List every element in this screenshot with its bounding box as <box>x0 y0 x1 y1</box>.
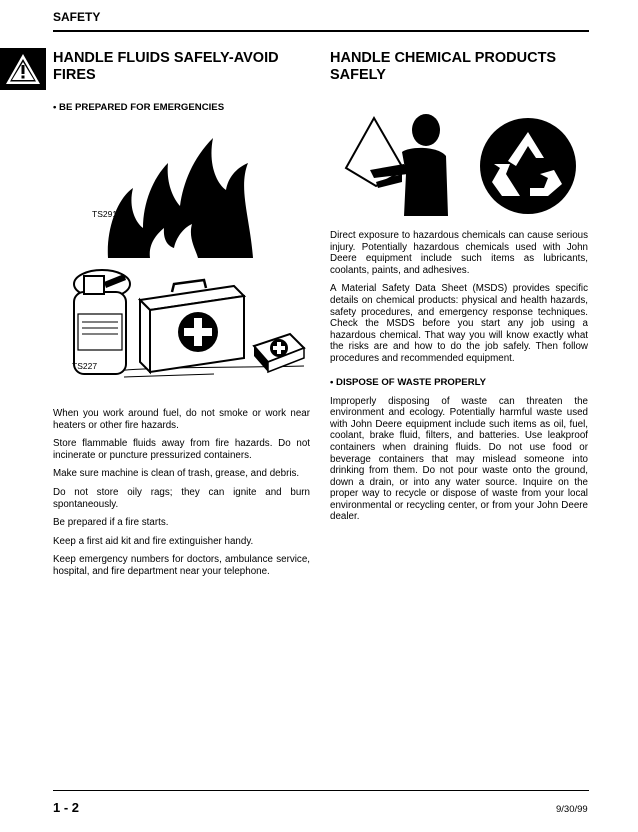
chemical-body-text <box>330 230 588 530</box>
fires-paragraph: When you work around fuel, do not smoke or work near heaters or other fire hazards. <box>53 408 310 431</box>
emergencies-bullet: • BE PREPARED FOR EMERGENCIES <box>53 102 225 113</box>
revision-date: 9/30/99 <box>556 804 588 815</box>
fires-paragraph: Keep a first aid kit and fire extinguisher handy. <box>53 535 254 547</box>
footer-rule <box>53 790 589 791</box>
fires-body-text <box>53 408 310 585</box>
chemical-illustration <box>340 112 580 222</box>
header-rule <box>53 30 589 32</box>
dispose-waste-bullet: • DISPOSE OF WASTE PROPERLY <box>330 376 487 388</box>
warning-tab <box>0 48 46 90</box>
fires-paragraph: Keep emergency numbers for doctors, ambulance service, hospital, and fire department near your telephone. <box>53 554 310 577</box>
fire-illustration <box>88 128 253 258</box>
waste-paragraph: Improperly disposing of waste can threaten the environment and ecology. Potentially harmful waste used with John Deere equipment include such items as oil, fuel, coolant, brake fluid, filters, and batteries. Use leakproof containers when draining fluids. Do not use food or beverage containers that may mislead someone into drinking from them. Do not pour waste onto the ground, down a drain, or into any water source. Inquire on the proper way to recycle or dispose of waste from your local environmental or recycling center, or from your John Deere dealer. <box>330 395 588 523</box>
chemical-section-title: HANDLE CHEMICAL PRODUCTS SAFELY <box>330 50 557 83</box>
warning-triangle-icon <box>0 48 46 90</box>
figure-label-ts291: TS291 <box>92 209 118 219</box>
figure-label-ts227: TS227 <box>72 361 98 371</box>
chemical-paragraph: Direct exposure to hazardous chemicals can cause serious injury. Potentially hazardous chemicals used with John Deere equipment include such items as lubricants, coolants, paints, and adhesives. <box>330 230 588 276</box>
chemical-paragraph: A Material Safety Data Sheet (MSDS) provides specific details on chemical products: physical and health hazards, safety procedures, and emergency response techniques. Check the MSDS before you start any job using a hazardous chemical. That way you will know exactly what the risks are and how to do the job safely. Then follow procedures and recommended equipment. <box>330 283 588 364</box>
fires-paragraph: Do not store oily rags; they can ignite and burn spontaneously. <box>53 486 310 510</box>
page-number: 1 - 2 <box>53 800 80 815</box>
left-column <box>53 50 310 113</box>
emergency-equipment-illustration <box>64 262 310 382</box>
fires-section-title: HANDLE FLUIDS SAFELY-AVOID FIRES <box>53 50 279 83</box>
first-aid-and-extinguisher-icon <box>64 262 310 382</box>
fires-paragraph: Make sure machine is clean of trash, grease, and debris. <box>53 468 300 480</box>
flame-icon <box>88 128 253 258</box>
fires-paragraph: Store flammable fluids away from fire hazards. Do not incinerate or puncture pressurized containers. <box>53 438 310 461</box>
fires-paragraph: Be prepared if a fire starts. <box>53 517 169 529</box>
section-header: SAFETY <box>53 10 101 24</box>
right-column <box>330 50 588 84</box>
recycle-icon <box>480 118 576 214</box>
